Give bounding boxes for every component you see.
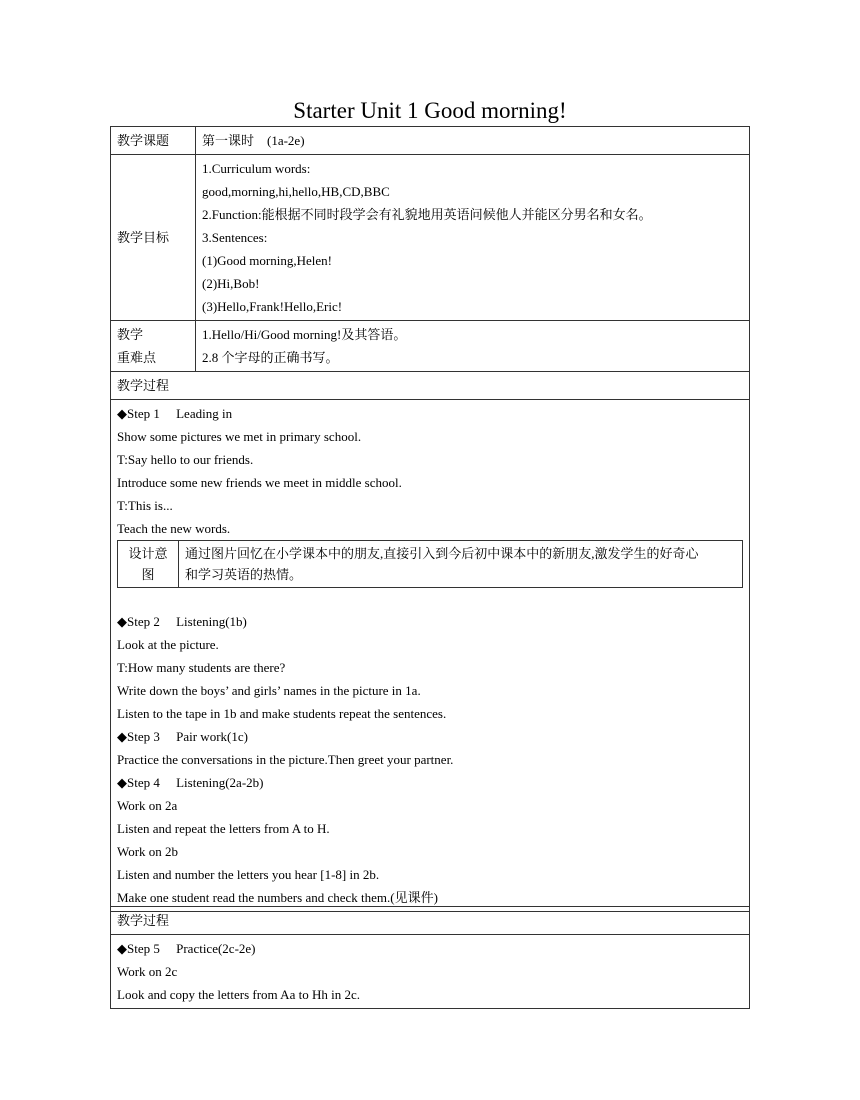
- objective-line: 1.Curriculum words:: [202, 161, 311, 176]
- step-line: Show some pictures we met in primary school.: [117, 429, 362, 444]
- key-points-content: [196, 321, 750, 372]
- step-line: Practice the conversations in the picture.Then greet your partner.: [117, 752, 454, 767]
- key-points-label-line: 教学: [117, 327, 144, 342]
- design-label-line: 设计意: [128, 546, 168, 561]
- document-title: Starter Unit 1 Good morning!: [293, 98, 567, 123]
- topic-row: [111, 127, 750, 155]
- process2-label: 教学过程: [111, 907, 750, 935]
- topic-value: 第一课时 (1a-2e): [196, 127, 750, 155]
- key-points-label-line: 重难点: [117, 350, 157, 365]
- design-intent-label: [118, 541, 179, 588]
- process-continued-table: [110, 906, 750, 1009]
- topic-label: 教学课题: [111, 127, 196, 155]
- step-line: Look and copy the letters from Aa to Hh in 2c.: [117, 987, 360, 1002]
- step-line: Make one student read the numbers and check them.(见课件): [117, 890, 438, 905]
- step-line: Teach the new words.: [117, 521, 231, 536]
- key-point-line: 2.8 个字母的正确书写。: [202, 350, 339, 365]
- step-line: Work on 2b: [117, 844, 179, 859]
- step-line: Listen to the tape in 1b and make students repeat the sentences.: [117, 706, 447, 721]
- step-line: T:This is...: [117, 498, 173, 513]
- design-text-line: 通过图片回忆在小学课本中的朋友,直接引入到今后初中课本中的新朋友,激发学生的好奇心: [185, 546, 699, 561]
- process2-header-row: [111, 907, 750, 935]
- step-line: Work on 2a: [117, 798, 178, 813]
- objectives-row: [111, 155, 750, 321]
- design-intent-text: [179, 541, 743, 588]
- step-line: Look at the picture.: [117, 637, 219, 652]
- process-header-row: [111, 372, 750, 400]
- lesson-plan-table: [110, 126, 750, 912]
- step-line: T:Say hello to our friends.: [117, 452, 254, 467]
- process-label: 教学过程: [111, 372, 750, 400]
- objective-line: good,morning,hi,hello,HB,CD,BBC: [202, 184, 390, 199]
- objective-line: (2)Hi,Bob!: [202, 276, 260, 291]
- step-line: Write down the boys’ and girls’ names in the picture in 1a.: [117, 683, 421, 698]
- design-text-line: 和学习英语的热情。: [185, 567, 303, 582]
- step-heading: ◆Step 2 Listening(1b): [117, 614, 247, 629]
- objectives-label: 教学目标: [111, 155, 196, 321]
- objective-line: 3.Sentences:: [202, 230, 268, 245]
- step-line: Work on 2c: [117, 964, 178, 979]
- objective-line: 2.Function:能根据不同时段学会有礼貌地用英语问候他人并能区分男名和女名。: [202, 207, 652, 222]
- step-heading: ◆Step 3 Pair work(1c): [117, 729, 248, 744]
- process2-content: [111, 935, 750, 1009]
- design-label-line: 图: [141, 567, 155, 582]
- key-points-label: [111, 321, 196, 372]
- step-line: Introduce some new friends we meet in middle school.: [117, 475, 402, 490]
- key-points-row: [111, 321, 750, 372]
- objectives-content: [196, 155, 750, 321]
- objective-line: (3)Hello,Frank!Hello,Eric!: [202, 299, 343, 314]
- step-line: T:How many students are there?: [117, 660, 286, 675]
- step-heading: ◆Step 5 Practice(2c-2e): [117, 941, 256, 956]
- process2-content-row: [111, 935, 750, 1009]
- key-point-line: 1.Hello/Hi/Good morning!及其答语。: [202, 327, 407, 342]
- process-content: [111, 400, 750, 912]
- design-intent-table: [117, 540, 743, 588]
- step-line: Listen and number the letters you hear [1-8] in 2b.: [117, 867, 380, 882]
- step-heading: ◆Step 4 Listening(2a-2b): [117, 775, 264, 790]
- process-content-row: [111, 400, 750, 912]
- step-line: Listen and repeat the letters from A to H.: [117, 821, 330, 836]
- objective-line: (1)Good morning,Helen!: [202, 253, 332, 268]
- step-heading: ◆Step 1 Leading in: [117, 406, 233, 421]
